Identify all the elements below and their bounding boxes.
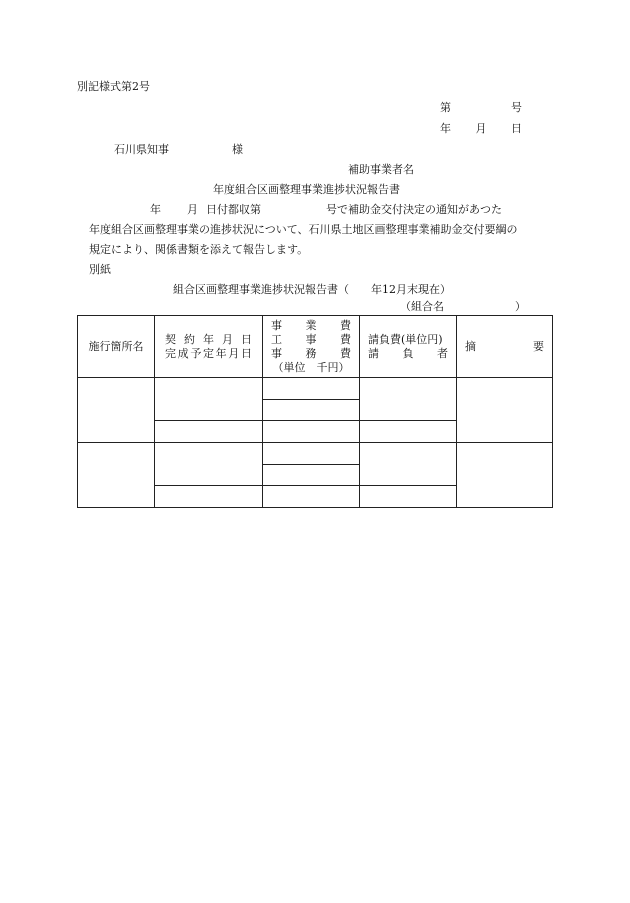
body-month: 月 bbox=[187, 203, 198, 216]
cell-contractor-1[interactable] bbox=[360, 421, 457, 443]
header-costs bbox=[263, 316, 360, 378]
header-contract-info bbox=[360, 316, 457, 378]
form-number: 別記様式第2号 bbox=[77, 80, 150, 93]
body-reference: 日付都収第 bbox=[206, 203, 261, 216]
date-day: 日 bbox=[511, 122, 522, 135]
header-contract-date: 契 約 年 月 日 bbox=[165, 332, 252, 346]
cell-project-cost-2[interactable] bbox=[263, 443, 360, 465]
table-row bbox=[78, 378, 553, 400]
union-name-label: （組合名 bbox=[400, 300, 444, 313]
header-unit: （単位 千円） bbox=[272, 360, 350, 374]
document-number bbox=[440, 101, 522, 115]
cell-contract-amount-2[interactable] bbox=[360, 443, 457, 486]
cell-contractor-2[interactable] bbox=[360, 486, 457, 508]
doc-no-suffix: 号 bbox=[511, 101, 522, 114]
body-line1-rest: 号で補助金交付決定の通知があつた bbox=[326, 203, 502, 216]
document-title: 年度組合区画整理事業進捗状況報告書 bbox=[213, 183, 400, 196]
cell-contract-amount-1[interactable] bbox=[360, 378, 457, 421]
doc-no-prefix: 第 bbox=[440, 101, 451, 114]
header-contract-dates bbox=[155, 316, 263, 378]
cell-remarks-1[interactable] bbox=[457, 378, 553, 443]
document-date bbox=[440, 122, 522, 136]
cell-admin-cost-1[interactable] bbox=[263, 421, 360, 443]
cell-contract-date-1[interactable] bbox=[155, 378, 263, 421]
header-contract-amount: 請負費(単位円) bbox=[368, 332, 443, 346]
header-contractor: 請 負 者 bbox=[368, 346, 448, 360]
date-year: 年 bbox=[440, 122, 451, 135]
body-line3: 規定により、関係書類を添えて報告します。 bbox=[89, 243, 309, 256]
cell-admin-cost-2[interactable] bbox=[263, 486, 360, 508]
header-admin-cost: 事 務 費 bbox=[271, 346, 351, 360]
cell-location-1[interactable] bbox=[78, 378, 155, 443]
applicant-label: 補助事業者名 bbox=[348, 163, 414, 176]
progress-report-table bbox=[77, 315, 553, 508]
header-construction-cost: 工 事 費 bbox=[271, 332, 351, 346]
cell-remarks-2[interactable] bbox=[457, 443, 553, 508]
date-month: 月 bbox=[475, 122, 487, 135]
cell-construction-cost-2[interactable] bbox=[263, 465, 360, 486]
table-header-row bbox=[78, 316, 553, 378]
cell-construction-cost-1[interactable] bbox=[263, 400, 360, 421]
union-name-close: ） bbox=[515, 300, 526, 313]
body-year: 年 bbox=[150, 203, 161, 216]
addressee-honorific: 様 bbox=[232, 143, 243, 156]
table-row bbox=[78, 443, 553, 465]
addressee-name: 石川県知事 bbox=[114, 143, 169, 156]
report-title: 組合区画整理事業進捗状況報告書（ 年12月末現在） bbox=[173, 283, 451, 296]
header-remarks: 摘 要 bbox=[457, 316, 553, 378]
attachment-label: 別紙 bbox=[89, 263, 111, 276]
cell-project-cost-1[interactable] bbox=[263, 378, 360, 400]
header-location: 施行箇所名 bbox=[78, 316, 155, 378]
body-line2: 年度組合区画整理事業の進捗状況について、石川県土地区画整理事業補助金交付要綱の bbox=[89, 223, 518, 236]
header-project-cost: 事 業 費 bbox=[271, 318, 351, 332]
cell-completion-date-1[interactable] bbox=[155, 421, 263, 443]
cell-contract-date-2[interactable] bbox=[155, 443, 263, 486]
cell-completion-date-2[interactable] bbox=[155, 486, 263, 508]
cell-location-2[interactable] bbox=[78, 443, 155, 508]
header-completion-date: 完 成 予 定 年 月 日 bbox=[165, 346, 252, 360]
